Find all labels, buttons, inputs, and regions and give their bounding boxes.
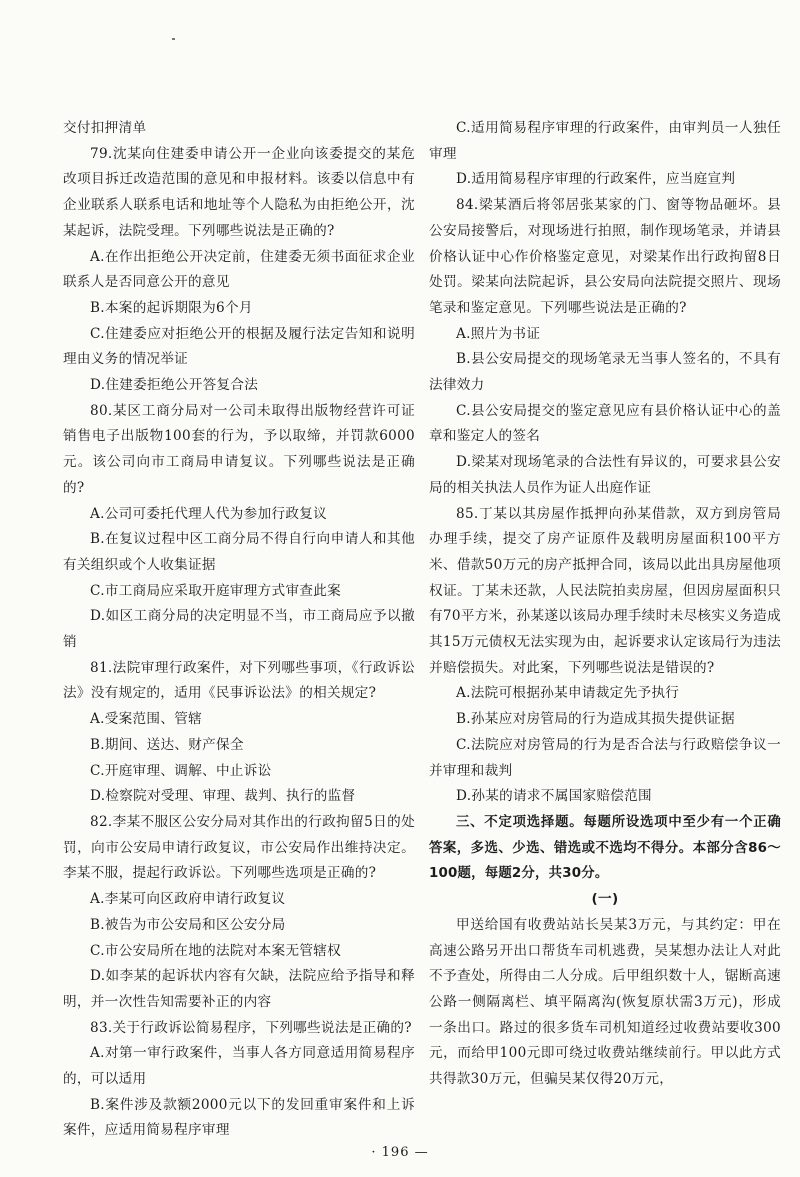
page-number: · 196 —: [371, 1145, 429, 1160]
option-84b: B.县公安局提交的现场笔录无当事人签名的，不具有法律效力: [429, 351, 781, 394]
option-82d: D.如李某的起诉状内容有欠缺，法院应给予指导和释明，并一次性告知需要补正的内容: [63, 968, 415, 1010]
option-80d: D.如区工商分局的决定明显不当，市工商局应予以撤销: [63, 608, 415, 651]
option-84d: D.梁某对现场笔录的合法性有异议的，可要求县公安局的相关执法人员作为证人出庭作证: [429, 454, 781, 496]
option-83a: A.对第一审行政案件，当事人各方同意适用简易程序的，可以适用: [63, 1045, 415, 1088]
option-85b: B.孙某应对房管局的行为造成其损失提供证据: [456, 711, 735, 728]
question-79: 79.沈某向住建委申请公开一企业向该委提交的某危改项目拆迁改造范围的意见和申报材料。该委以信息中有企业联系人联系电话和地址等个人隐私为由拒绝公开，沈某起诉，法院受理。下列哪些说法是正确的?: [63, 145, 415, 239]
right-column: [429, 116, 781, 1093]
option-82c: C.市公安局所在地的法院对本案无管辖权: [90, 942, 342, 959]
option-81c: C.开庭审理、调解、中止诉讼: [90, 762, 272, 779]
paragraph: 交付扣押清单: [63, 120, 147, 136]
sub-heading: (一): [591, 891, 619, 908]
option-83c: C.适用简易程序审理的行政案件，由审判员一人独任审理: [429, 120, 781, 162]
option-81b: B.期间、送达、财产保全: [90, 736, 244, 753]
option-81d: D.检察院对受理、审理、裁判、执行的监督: [90, 788, 356, 805]
option-82b: B.被告为市公安局和区公安分局: [90, 916, 286, 933]
left-column: [63, 116, 415, 1144]
question-82: 82.李某不服区公安分局对其作出的行政拘留5日的处罚，向市公安局申请行政复议，市公安局作出维持决定。李某不服，提起行政诉讼。下列哪些选项是正确的?: [63, 813, 415, 882]
question-85: 85.丁某以其房屋作抵押向孙某借款，双方到房管局办理手续，提交了房产证原件及载明房屋面积100平方米、借款50万元的房产抵押合同，该局以此出具房屋他项权证。丁某未还款，人民法院拍卖房屋，但因房屋面积只有70平方米，孙某遂以该局办理手续时未尽核实义务造成其15万元债权无法实现为由，起诉要求认定该局行为违法并赔偿损失。对此案，下列哪些说法是错误的?: [429, 505, 781, 676]
option-85c: C.法院应对房管局的行为是否合法与行政赔偿争议一并审理和裁判: [429, 736, 781, 779]
option-79d: D.住建委拒绝公开答复合法: [90, 377, 259, 394]
question-83: 83.关于行政诉讼简易程序，下列哪些说法是正确的?: [90, 1019, 412, 1036]
case-paragraph: 甲送给国有收费站站长吴某3万元，与其约定：甲在高速公路另开出口帮货车司机逃费，吴某想办法让人对此不予查处，所得由二人分成。后甲组织数十人，锯断高速公路一侧隔离栏、填平隔离沟(恢复原状需3万元)，形成一条出口。路过的很多货车司机知道经过收费站要收300元，而给甲100元即可绕过收费站继续前行。甲以此方式共得款30万元，但骗吴某仅得20万元，: [429, 916, 781, 1088]
question-80: 80.某区工商分局对一公司未取得出版物经营许可证销售电子出版物100套的行为，予以取缔，并罚款6000元。该公司向市工商局申请复议。下列哪些说法是正确的?: [63, 402, 415, 496]
option-79c: C.住建委应对拒绝公开的根据及履行法定告知和说明理由义务的情况举证: [63, 325, 415, 368]
option-84c: C.县公安局提交的鉴定意见应有县价格认证中心的盖章和鉴定人的签名: [429, 402, 781, 445]
option-83d: D.适用简易程序审理的行政案件，应当庭宣判: [456, 171, 736, 188]
option-83b: B.案件涉及款额2000元以下的发回重审案件和上诉案件，应适用简易程序审理: [63, 1096, 415, 1139]
option-82a: A.李某可向区政府申请行政复议: [90, 891, 286, 908]
question-81: 81.法院审理行政案件，对下列哪些事项，《行政诉讼法》没有规定的，适用《民事诉讼法》的相关规定?: [63, 659, 415, 702]
option-79b: B.本案的起诉期限为6个月: [90, 299, 253, 316]
option-80b: B.在复议过程中区工商分局不得自行向申请人和其他有关组织或个人收集证据: [63, 531, 415, 573]
option-80c: C.市工商局应采取开庭审理方式审查此案: [90, 582, 342, 599]
option-79a: A.在作出拒绝公开决定前，住建委无须书面征求企业联系人是否同意公开的意见: [63, 248, 415, 291]
option-85a: A.法院可根据孙某申请裁定先予执行: [456, 685, 680, 702]
section-heading: 三、不定项选择题。每题所设选项中至少有一个正确答案，多选、少选、错选或不选均不得分。本部分含86～100题，每题2分，共30分。: [429, 814, 781, 882]
question-84: 84.梁某酒后将邻居张某家的门、窗等物品砸坏。县公安局接警后，对现场进行拍照，制作现场笔录，并请县价格认证中心作价格鉴定意见，对梁某作出行政拘留8日处罚。梁某向法院起诉，县公安局向法院提交照片、现场笔录和鉴定意见。下列哪些说法是正确的?: [429, 197, 781, 316]
scan-speck: [172, 38, 175, 40]
option-84a: A.照片为书证: [456, 325, 541, 342]
option-85d: D.孙某的请求不属国家赔偿范围: [456, 788, 652, 805]
option-80a: A.公司可委托代理人代为参加行政复议: [90, 505, 328, 522]
option-81a: A.受案范围、管辖: [90, 711, 202, 728]
